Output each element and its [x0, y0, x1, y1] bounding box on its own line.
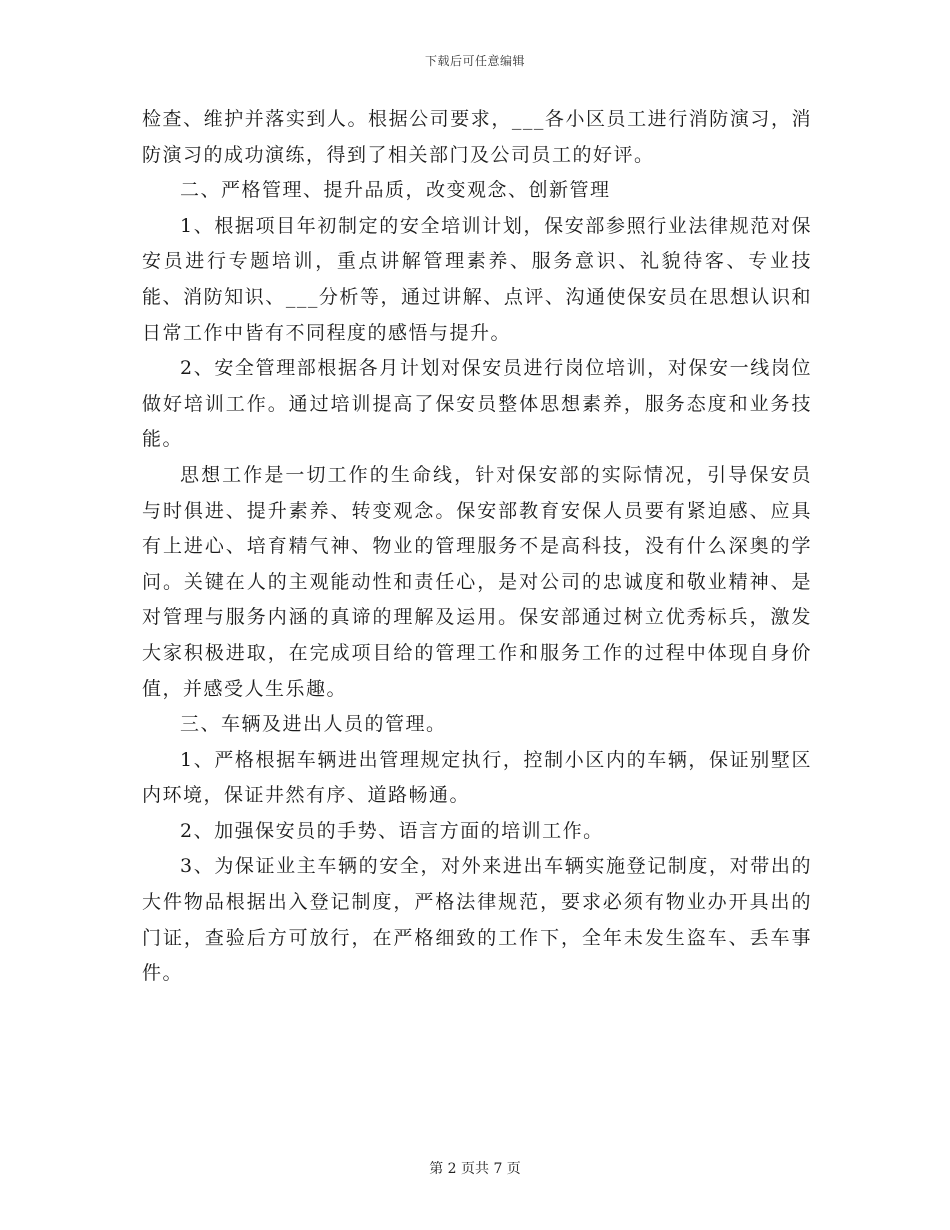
section-heading: 二、严格管理、提升品质，改变观念、创新管理: [180, 179, 611, 202]
paragraph: 2、加强保安员的手势、语言方面的培训工作。: [180, 819, 604, 842]
paragraph: 3、为保证业主车辆的安全，对外来进出车辆实施登记制度，对带出的大件物品根据出入登记制度，严格法律规范，要求必须有物业办开具出的门证，查验后方可放行，在严格细致的工作下，全年未发生盗车、丢车事件。: [142, 855, 812, 985]
paragraph: 1、严格根据车辆进出管理规定执行，控制小区内的车辆，保证别墅区内环境，保证井然有序、道路畅通。: [142, 748, 812, 807]
document-body: [142, 102, 812, 992]
page-header: 下载后可任意编辑: [424, 54, 525, 68]
paragraph: 1、根据项目年初制定的安全培训计划，保安部参照行业法律规范对保安员进行专题培训，重点讲解管理素养、服务意识、礼貌待客、专业技能、消防知识、___分析等，通过讲解、点评、沟通使保安员在思想认识和日常工作中皆有不同程度的感悟与提升。: [142, 214, 812, 344]
section-heading: 三、车辆及进出人员的管理。: [180, 713, 447, 736]
paragraph: 思想工作是一切工作的生命线，针对保安部的实际情况，引导保安员与时俱进、提升素养、转变观念。保安部教育安保人员要有紧迫感、应具有上进心、培育精气神、物业的管理服务不是高科技，没有什么深奥的学问。关键在人的主观能动性和责任心，是对公司的忠诚度和敬业精神、是对管理与服务内涵的真谛的理解及运用。保安部通过树立优秀标兵，激发大家积极进取，在完成项目给的管理工作和服务工作的过程中体现自身价值，并感受人生乐趣。: [142, 463, 812, 700]
paragraph: 2、安全管理部根据各月计划对保安员进行岗位培训，对保安一线岗位做好培训工作。通过培训提高了保安员整体思想素养，服务态度和业务技能。: [142, 357, 812, 451]
page-footer: 第 2 页共 7 页: [429, 1161, 521, 1177]
paragraph: 检查、维护并落实到人。根据公司要求，___各小区员工进行消防演习，消防演习的成功演练，得到了相关部门及公司员工的好评。: [142, 108, 812, 166]
